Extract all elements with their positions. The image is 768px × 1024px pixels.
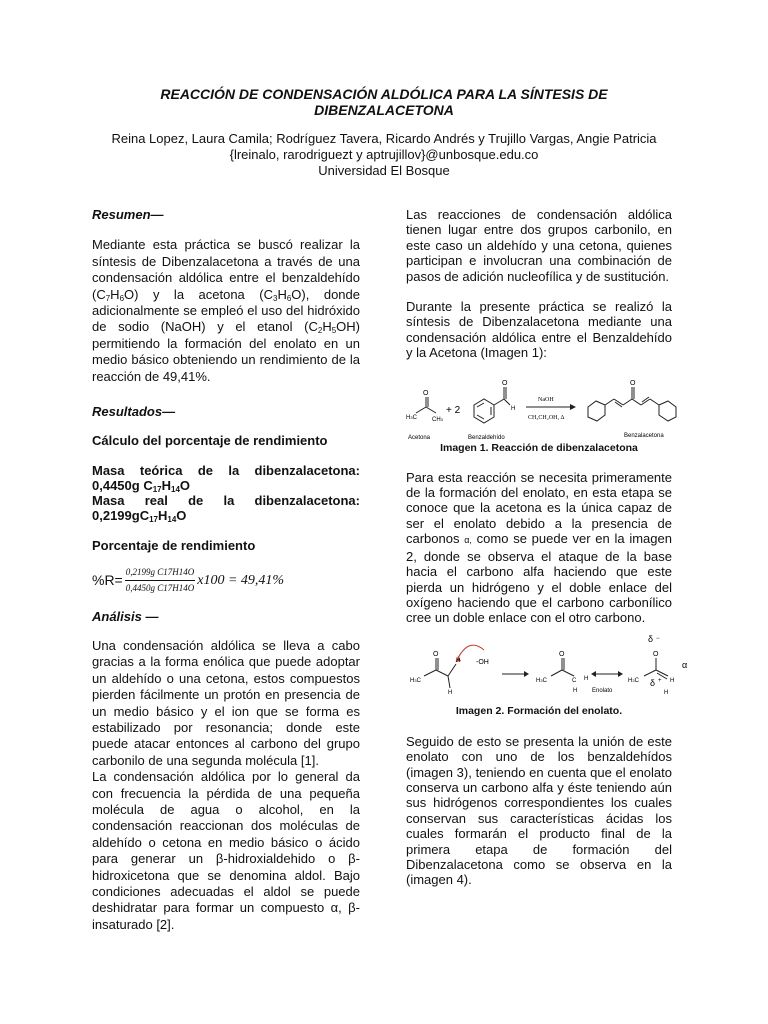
paper-title: [90, 86, 678, 118]
svg-text:+: +: [658, 677, 662, 684]
enolate-resonance-structure: [644, 658, 668, 679]
delta-plus: δ: [650, 677, 656, 688]
yield-equation: %R= $\frac{\text{0,2199g C17H14O}}{\text{0,4450g C17H14O}}$ x100 = 49,41%: [92, 565, 360, 597]
porcentaje-heading: Porcentaje de rendimiento: [92, 537, 256, 553]
svg-text:H3C: H3C: [406, 414, 417, 421]
masa-real: Masa real de la dibenzalacetona: $0,2199gC_{17}H_{14}O$: [92, 493, 360, 525]
author-institution: Universidad El Bosque: [318, 163, 450, 178]
enolato-label: Enolato: [592, 687, 613, 694]
intro-paragraph-2: Durante la presente práctica se realizó la síntesis de Dibenzalacetona mediante una condensación aldólica entre el Benzaldehído y la Acetona (Imagen 1):: [406, 299, 672, 361]
svg-text:H: H: [584, 675, 589, 682]
svg-text:H3C: H3C: [410, 677, 421, 684]
svg-text:H: H: [670, 677, 675, 684]
svg-text:C: C: [572, 677, 577, 684]
acetone-structure: [416, 397, 436, 413]
dibenzalacetone-structure: [588, 387, 676, 421]
reagent-ethanol: CH₃CH₂OH, Δ: [528, 414, 565, 421]
masa-teorica: Masa teórica de la dibenzalacetona: 0,4450g $C_{17}H_{14}O$: [92, 462, 360, 494]
svg-text:H3C: H3C: [628, 677, 639, 684]
svg-text:O: O: [502, 379, 508, 387]
svg-text:O: O: [653, 650, 659, 658]
author-block: [60, 131, 708, 179]
calculo-heading: Cálculo del porcentaje de rendimiento: [92, 433, 328, 449]
title-line-1: REACCIÓN DE CONDENSACIÓN ALDÓLICA PARA LA SÍNTESIS DE: [160, 86, 608, 102]
figure-1-caption: Imagen 1. Reacción de dibenzalacetona: [440, 441, 638, 454]
acetone-o: O: [423, 389, 429, 397]
figure-2-caption: Imagen 2. Formación del enolato.: [455, 704, 623, 717]
analisis-heading: Análisis —: [92, 608, 159, 624]
label-dibenzalacetona: Benzalacetona: [624, 432, 664, 439]
resultados-heading: Resultados—: [92, 403, 176, 419]
left-column: [92, 207, 360, 933]
para-esta-paragraph: Para esta reacción se necesita primeramente de la formación del enolato, en esta etapa se conoce que la acetona es la única capaz de ser el enolato debido a la presencia de carbonos α, como se puede ver en la imagen 2, donde se observa el ataque de la base hacia el carbono alfa haciendo que este pierda un hidrógeno y el doble enlace del oxígeno haciendo que el carbono carbonílico cree un doble enlace con el otro carbono.: [406, 469, 672, 626]
figure-1: [406, 377, 672, 463]
svg-text:H3C: H3C: [536, 677, 547, 684]
svg-text:CH3: CH3: [432, 416, 443, 423]
hydroxide-label: -OH: [476, 658, 489, 666]
title-line-2: DIBENZALACETONA: [314, 102, 454, 118]
analisis-paragraph-2: La condensación aldólica por lo general da con frecuencia la pérdida de una pequeña molécula de agua o alcohol, en la condensación reaccionan dos moléculas de aldehído o cetona en medio básico o ácido para generar un β-hidroxialdehido o β-hidroxicetona que se denomina aldol. Bajo condiciones adecuadas el aldol se puede deshidratar para formar un compuesto α, β-insaturado [2].: [92, 769, 360, 932]
reagent-naoh: NaOH: [538, 396, 554, 403]
author-emails: {lreinalo, rarodriguezt y aptrujillov}@unbosque.edu.co: [229, 147, 539, 162]
coef-two: + 2: [446, 404, 461, 416]
svg-text:H: H: [456, 657, 461, 664]
enolate-scheme: [406, 634, 706, 712]
analisis-paragraph-1: Una condensación aldólica se lleva a cabo gracias a la forma enólica que puede adoptar un aldehído o una cetona, estos compuestos pierden fácilmente un protón en presencia de un medio básico y el ion que se forma es estabilizado por resonancia; donde este puede atacar entonces al carbono del grupo carbonilo de una segunda molécula [1].: [92, 637, 360, 768]
label-benzaldehido: Benzaldehído: [468, 434, 505, 441]
yield-fraction: $\frac{\text{0,2199g C17H14O}}{\text{0,4450g C17H14O}}$: [125, 567, 195, 594]
resumen-paragraph: Mediante esta práctica se buscó realizar la síntesis de Dibenzalacetona a través de una condensación aldólica entre el benzaldehído $(C_7H_6O)$ y la acetona $(C_3H_6O)$, donde adicionalmente se empleó el uso del hidróxido de sodio (NaOH) y el etanol $(C_2H_5OH)$ permitiendo la formación del enolato en un medio básico obteniendo un rendimiento de la reacción de 49,41%.: [92, 237, 360, 384]
benzaldehyde-structure: [474, 387, 510, 423]
resumen-heading: Resumen—: [92, 207, 164, 222]
delta-minus: δ: [648, 633, 654, 644]
figure-2: [406, 633, 688, 730]
acetone-base-structure: [424, 658, 456, 688]
svg-text:H: H: [511, 405, 516, 412]
svg-text:O: O: [433, 650, 439, 658]
svg-text:H: H: [573, 687, 578, 694]
svg-text:H: H: [664, 689, 669, 696]
alpha-label: α: [682, 659, 688, 670]
right-column: [406, 207, 688, 888]
label-acetona: Acetona: [408, 434, 431, 441]
author-names: Reina Lopez, Laura Camila; Rodríguez Tavera, Ricardo Andrés y Trujillo Vargas, Angie Patricia: [111, 131, 657, 146]
svg-text:H: H: [448, 689, 453, 696]
enolate-carbanion-structure: [551, 658, 574, 676]
svg-text:O: O: [559, 650, 565, 658]
svg-text:O: O: [630, 379, 636, 387]
seguido-paragraph: Seguido de esto se presenta la unión de este enolato con uno de los benzaldehídos (imagen 3), teniendo en cuenta que el enolato conserva un carbono alfa y éste teniendo aún sus hidrógenos correspondientes los cuales conservan sus características ácidas los cuales formarán el producto final de la primera etapa de formación del Dibenzalacetona como se observa en la (imagen 4).: [406, 733, 672, 888]
svg-text:−: −: [656, 635, 660, 642]
intro-paragraph-1: Las reacciones de condensación aldólica tienen lugar entre dos grupos carbonilo, en este caso un aldehído y una cetona, quienes participan e involucran una combinación de pasos de adición nucleofílica y de sustitución.: [406, 207, 672, 284]
